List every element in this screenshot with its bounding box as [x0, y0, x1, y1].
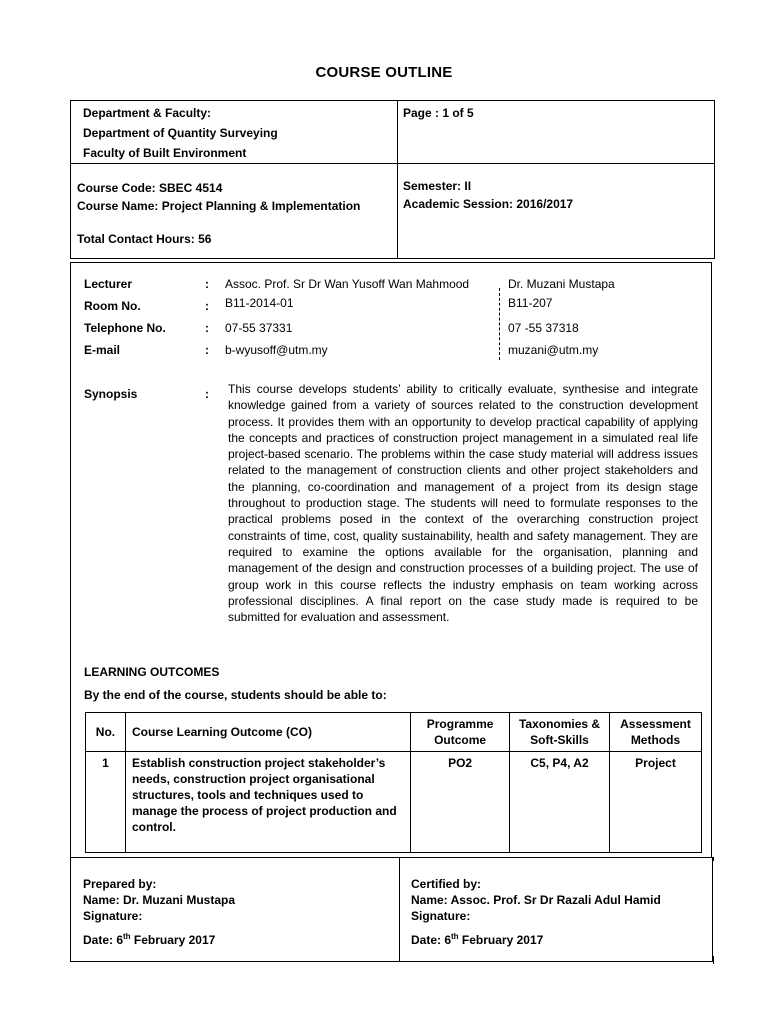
telephone-label: Telephone No.	[84, 321, 166, 335]
prepared-date	[83, 932, 215, 947]
header-tax-line1: Taxonomies &	[518, 717, 601, 731]
header-assessment	[609, 713, 701, 752]
header-divider-vertical	[397, 101, 398, 258]
certified-date	[411, 932, 543, 947]
prepared-by-block	[83, 876, 235, 924]
course-name: Course Name: Project Planning & Implementation	[77, 199, 361, 213]
signature-divider	[399, 858, 400, 961]
faculty-name: Faculty of Built Environment	[83, 146, 247, 160]
department-name: Department of Quantity Surveying	[83, 126, 278, 140]
learning-outcomes-heading: LEARNING OUTCOMES	[84, 665, 220, 679]
course-info-block	[77, 179, 360, 215]
row-method: Project	[609, 752, 701, 853]
table-row	[86, 752, 702, 853]
row-clo: Establish construction project stakeholder’s needs, construction project organisational structures, tools and techniques used to manage the process of project production and control.	[125, 752, 410, 853]
header-tax-line2: Soft-Skills	[530, 733, 589, 747]
dept-label: Department & Faculty:	[83, 106, 212, 120]
row-po: PO2	[411, 752, 510, 853]
table-header-row	[86, 713, 702, 752]
certified-by-label: Certified by:	[411, 877, 482, 891]
document-title: COURSE OUTLINE	[315, 64, 453, 81]
synopsis-text: This course develops students’ ability to critically evaluate, synthesise and integrate knowledge gained from a variety of sources related to the construction development process. It provides them with an opportunity to develop practical capability of applying the concepts and practices of construction project management in a simulated real life project-based scenario. The problems within the case study material will address issues related to the management of construction clients and other project stakeholders and the planning, co-coordination and management of a project from its design stage throughout to production stage. The students will need to formulate responses to the practical problems posed in the context of the overarching construction project constraints of time, cost, quality sustainability, health and safety management. They are required to examine the options available for the organisation, planning and management of the design and construction processes of a building project. The use of group work in this course reflects the industry emphasis on team working across professional disciplines. A final report on the case study made is required to be submitted for evaluation and assessment.	[228, 382, 698, 625]
header-box	[70, 100, 715, 259]
header-divider-horizontal	[71, 163, 714, 164]
prepared-by-label: Prepared by:	[83, 877, 157, 891]
prepared-date-post: February 2017	[130, 933, 216, 947]
synopsis-label: Synopsis	[84, 387, 138, 401]
header-taxonomies	[510, 713, 610, 752]
synopsis-colon: :	[205, 387, 209, 401]
academic-session: Academic Session: 2016/2017	[403, 197, 574, 211]
lecturer2-name: Dr. Muzani Mustapa	[508, 277, 615, 291]
lecturer2-email: muzani@utm.my	[508, 343, 599, 357]
certified-by-signature: Signature:	[411, 909, 471, 923]
lecturer1-room: B11-2014-01	[225, 296, 294, 310]
learning-outcomes-table	[85, 712, 702, 853]
lecturer-colon: :	[205, 277, 209, 291]
header-clo: Course Learning Outcome (CO)	[125, 713, 410, 752]
row-no: 1	[86, 752, 126, 853]
header-am-line1: Assessment	[620, 717, 691, 731]
header-programme-outcome	[411, 713, 510, 752]
lecturer2-room: B11-207	[508, 296, 553, 310]
row-taxonomy: C5, P4, A2	[510, 752, 610, 853]
contact-divider	[499, 288, 500, 360]
prepared-date-pre: Date: 6	[83, 933, 124, 947]
header-no: No.	[86, 713, 126, 752]
department-faculty-block	[83, 103, 278, 163]
course-code: Course Code: SBEC 4514	[77, 181, 223, 195]
telephone-colon: :	[205, 321, 209, 335]
lecturer1-name: Assoc. Prof. Sr Dr Wan Yusoff Wan Mahmood	[225, 277, 470, 291]
border-tick-top	[713, 857, 714, 861]
header-am-line2: Methods	[630, 733, 681, 747]
border-tick-bottom	[713, 956, 714, 964]
page-number: Page : 1 of 5	[403, 106, 474, 120]
header-po-line1: Programme	[426, 717, 494, 731]
certified-by-name: Name: Assoc. Prof. Sr Dr Razali Adul Hamid	[411, 893, 661, 907]
room-colon: :	[205, 299, 209, 313]
certified-date-post: February 2017	[458, 933, 544, 947]
prepared-by-signature: Signature:	[83, 909, 143, 923]
signature-box	[70, 857, 713, 962]
prepared-by-name: Name: Dr. Muzani Mustapa	[83, 893, 236, 907]
lecturer1-email: b-wyusoff@utm.my	[225, 343, 328, 357]
semester-block	[403, 177, 573, 213]
certified-date-sup: th	[451, 932, 459, 941]
room-label: Room No.	[84, 299, 141, 313]
semester: Semester: II	[403, 179, 472, 193]
certified-by-block	[411, 876, 661, 924]
total-contact-hours: Total Contact Hours: 56	[77, 232, 212, 246]
certified-date-pre: Date: 6	[411, 933, 452, 947]
header-po-line2: Outcome	[434, 733, 487, 747]
lecturer-label: Lecturer	[84, 277, 133, 291]
learning-outcomes-intro: By the end of the course, students should be able to:	[84, 688, 387, 702]
lecturer2-phone: 07 -55 37318	[508, 321, 579, 335]
prepared-date-sup: th	[123, 932, 131, 941]
email-label: E-mail	[84, 343, 121, 357]
email-colon: :	[205, 343, 209, 357]
lecturer1-phone: 07-55 37331	[225, 321, 293, 335]
